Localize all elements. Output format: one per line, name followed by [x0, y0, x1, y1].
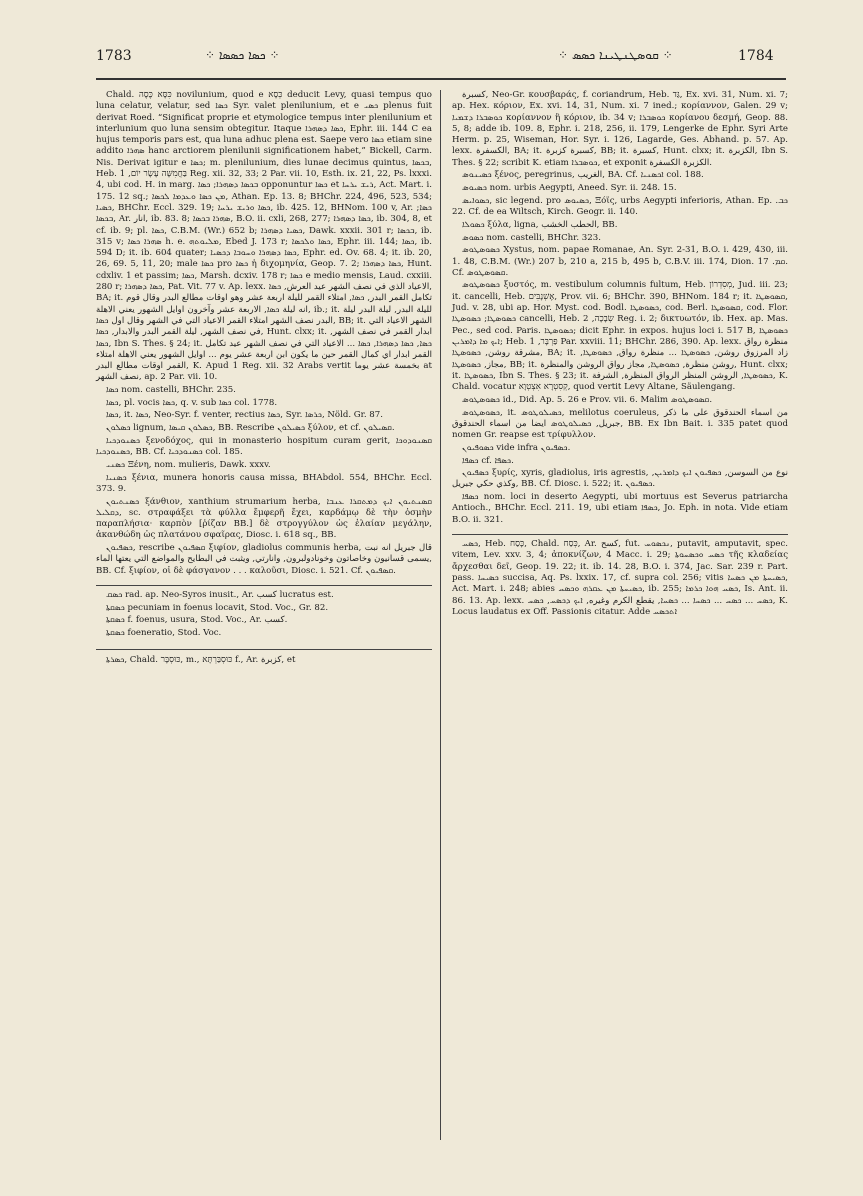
entry-castle-2: ܟܣܘܣ nom. castelli, BHChr. 323. — [462, 232, 601, 243]
entry-root-ksq: ܟܣܩ rad. ap. Neo-Syros inusit., Ar. كسب lucratus est. — [96, 585, 432, 601]
column-divider — [440, 90, 441, 1140]
entry-vide-infra: ܟܣܘܦܝܘܢ vide infra ܟܣܦܝܘܢ. — [462, 442, 571, 453]
entry-locus: ܟܣܦܐ nom. loci in deserto Aegypti, ubi mortuus est Severus patriarcha Antioch., BHChr. Eccl. 211. 19, ubi etiam ܟܣܦܐ, Jo. Eph. in nota. Vide etiam B.O. ii. 321. — [452, 492, 788, 525]
entry-ksh: ܟܣܚ, Heb. כָּסַח, Chald. כְּסַח, Ar. كسح, fut. ܢܟܣܘܚ, putavit, amputavit, spec. vitem, Lev. xxv. 3, 4; ἀποκνίζων, 4 Macc. i. 29; ܟܣܚ ܘܟܣܚܘܬܐ τῆς κλαδείας ἄρχεσθαι δεῖ, Geop. 19. 22; it. ib. 14. 28, B.O. i. 374, Jac. Sar. 239 r. Part. pass. ܟܣܝܚܐ succisa, Aq. Ps. lxxix. 17, cf. supra col. 256; vitis ܟܣܝܚܬܐ ܡܢ ܟܣܚܐ, Act. Mart. i. 248; abies ܟܣܝܚܬܐ ܡܢ ܥܩܪܗ ܘܟܣܚ, ib. 255; ܟܣܚ ܗܘܐ ܟܪܡܐ, Is. Ant. ii. 86. 13. Ap. lexx. ܟܣܚ ... ܟܣܚ ... ܟܣܚܐ ... ܟܣܚܐ, يقطع الكرم وغيره, ܐܝܟ ܕܟܣܚ, ܟܣܚ, K. Locus laudatus ex Off. Passionis citatur. Adde ܐܬܟܣܚ — [452, 534, 788, 618]
entry-melilotus: ܟܣܘܣܛܘܣ, it. ܟܣܝܠܘܛܘܣ, melilotus coeruleus, من اسماء الحندقوق على ما ذكر جبريل, ܟܣܝܠܘܛܘܣ ايضا من اسماء الحندقوق, BB. Ex Ibn Bait. i. 335 patet quod nomen Gr. reapse est τρίφυλλον. — [452, 407, 788, 441]
entry-idem: ܟܣܘܣܛܘܣ id., Did. Ap. 5. 26 e Prov. vii. 6. Malim ܩܣܘܣܛܘܣ. — [462, 394, 713, 405]
entry-xystus: ܟܣܘܣܛܘܣ Xystus, nom. papae Romanae, An. Syr. 2-31, B.O. i. 429, 430, iii. 1. 48, C.B.M. (Wr.) 207 b, 210 a, 215 b, 495 b, C.B.V. iii. 174, Dion. ܩܡ. 17. Cf. ܩܣܘܣܛܘܣ. — [452, 245, 788, 278]
entry-coriander-cont: كسبرة, Neo-Gr. κουσβαράς, f. coriandrum, Heb. גַּד, Ex. xvi. 31, Num. xi. 7; ap. Hex. κόριον, Ex. xvi. 14, 31, Num. xi. 7 ined.; κορίαννον, Galen. 29 v; ܟܘܣܒܪܐ ܕܫܡܝܐ κορίαννον ἢ κόριον, ib. 34 v; ܟܘܣܒܪܐ κορίανου δεσμή, Geop. 88. 5, 8; adde ib. 109. 8, Ephr. i. 218, 256, ii. 179, Lengerke de Ephr. Syri Arte Herm. p. 25, Wiseman, Hor. Syr. i. 126, Lagarde, Ges. Abhand. p. 57. Ap. lexx. الكسفرة, BA; it. كسبرة كزبرة, BB; it. كسبرة, Hunt. clxx; it. الكزبرة, Ibn S. Thes. § 22; scribit K. etiam ܟܘܣܒܪܐ, et exponit الكزبرة الكسفرة. — [452, 90, 788, 168]
entry-ksa: Chald. כִּסָּא כֶּסֶה novilunium, quod e כְּסָא deducit Levy, quasi tempus quo luna celatur, velatur, sed ܟܣܐ Syr. valet plenilunium, et e ܟܣܝ plenus fuit derivat Roed. “Significat proprie et etymologice tempus inter plenilunium et interlunium quo luna sensim obtegitur. Itaque ܟܣܐ ܕܣܗܪܐ, Ephr. iii. 144 C ea hujus temporis pars est, qua luna adhuc plena est. Saepe vero ܟܣܐ etiam sine addito ܣܗܪܐ hanc arctiorem plenilunii significationem habet,” Bickell, Carm. Nis. Derivat igitur e ܟܣܐ; m. plenilunium, dies lunae decimus quintus, ܒܟܣܐ, Heb. בַּחֲמִשָּׁה עָשָׂר יוֹם, 1 Reg. xii. 32, 33; 2 Par. vii. 10, Esth. ix. 21, 22, Ps. lxxxi. 4, ubi cod. H. in marg. ܒܟܣܐ ܕܣܗܪܐ; ܟܣܐ opponuntur ܟܣܐ et ܪܝܫ ܝܪܚܐ, Act. Mart. i. 175. 12 sq.; ܡܢ ܟܣܐ ܘܥܕܡܐ ܠܟܣܐ, Athan. Ep. 13. 8; BHChr. 224, 496, 523, 534; ܟܣܝܐ, BHChr. Eccl. 329. 19; ܟܣܐ ܘܪܝܫ ܝܪܚܐ, ib. 425. 12, BHNom. 100 v, Ar. ܟܣܐ; ܒܟܣܐ, Ar. انار, ib. 83. 8; ܣܗܪܐ ܒܟܣܐ, B.O. ii. cxli, 268, 277; ܟܣܐ ܕܣܗܪܐ, ib. 304, 8, et cf. ib. 9; pl. ܟܣܐ, C.B.M. (Wr.) 652 b; ܟܣܝܐ ܕܣܗܪܐ, Dawk. xxxii. 301 r; ܒܟܣܐ, ib. 315 v; ܣܗܪܐ ܟܣܐ h. e. ܡܠܝܘܬܗ, Ebed J. 173 r; ܟܣܐ ܘܠܟܣܐ, Ephr. iii. 144; ܟܣܐ, ib. 594 D; it. ib. 604 quater; ܟܣܐ ܕܣܗܪܐ ܘܚܘܒܐ ܕܟܣܝܐ, Ephr. ed. Ov. 68. 4; it. ib. 20, 26, 69. 5, 11, 20; male ܟܣܐ pro ܟܣܐ ἡ διχομηνία, Geop. 7. 2; ܟܣܐ ܕܣܗܪܐ, Hunt. cdxliv. 1 et passim; ܟܣܐ, Marsh. dcxiv. 178 r; ܟܣܐ e medio mensis, Laud. cxxiii. 280 r; ܟܣܐ ܕܣܗܪܐ, Pat. Vit. 77 v. Ap. lexx. الاعياد الذي في نصف الشهر عيد العرش, ܟܣܐ, BA; it. تكامل القمر البدر, ܟܣܐ, امتلاء القمر لليلة اربعة عشر وهو اوقات مطالع البدر وقال قوم انه ليلة ܟܣܐ, الاربعة عشر وآخرون اوايل الشهور يعني الاهلة, ib.; it. لليلة البدر, ليلة البدر ليلة البدر نصف الشهر امتلاء القمر الاعياد التي في الشهر وقال اول ܟܣܐ, BB; it. الشهر الاعياد التي في نصف الشهر, ليلة القمر البدر والابدار, ܟܣܐ, Hunt. clxx; it. ابدار القمر في نصف الشهر, ܟܣܐ, Ibn S. Thes. § 24; it. ܟܣܐ, ܟܣܐ ܕܣܗܪܐ, ܟܣܐ ... الاعياد التي في نصف الشهر عيد تكامل القمر ابدار اي كمال القمر حين ما يكون ابن اربعة عشر يوم ... اوايل الشهور يعني الاهلة امتلاء القمر اوقات مطالع البدر, K. Apud 1 Reg. xii. 32 Arabs vertit بخمسة عشر يوما at نصف الشهر, ap. 2 Par. vii. 10. — [96, 90, 433, 383]
entry-xene: ܟܣܢܝ Ξένη, nom. mulieris, Dawk. xxxv. — [106, 459, 271, 470]
entry-xenia: ܟܣܢܝܐ ξένια, munera honoris causa missa, BHAbdol. 554, BHChr. Eccl. 373. 9. — [96, 472, 432, 494]
entry-foenus: ܟܣܩܬܐ f. foenus, usura, Stod. Voc., Ar. كسب. — [106, 615, 288, 626]
right-column — [452, 90, 788, 620]
entry-urbs: ܟܣܝܘܣ nom. urbis Aegypti, Aneed. Syr. ii. 248. 15. — [462, 183, 677, 194]
entry-xystos: ܟܣܘܣܛܘܣ ξυστός, m. vestibulum columnis fultum, Heb. מְסִדְרוֹן, Jud. iii. 23; it. cancelli, Heb. אֶשְׁנָבִּים, Prov. vii. 6; BHChr. 390, BHNom. 184 r; it. ܩܣܘܣܛܐ, Jud. v. 28, ubi ap. Hor. Myst. cod. Bodl. ܟܣܘܣܛܐ, cod. Berl. ܩܣܘܣܛܐ, cod. Flor. ܟܣܘܣܛܐ; ܟܣܘܣܛܐ cancelli, Heb. שְׂבָכָה, 2 Reg. i. 2; δικτυωτόν, ib. Hex. ap. Mas. Pec., sed cod. Paris. ܟܣܘܣܛܐ; dicit Ephr. in expos. hujus loci i. 517 B, ܟܣܘܣܛܐ ܐܝܟ ܡܐ ܕܐܡܪܝܢ; Heb. פַּרְבָּר, 1 Par. xxviii. 11; BHChr. 286, 390. Ap. lexx. منظرة رواق مشرقة روشن, ܟܣܘܣܛܐ, BA; it. زاد المرزوق روشن, ܟܣܘܣܛܐ ... منظرة رواق, ܟܣܘܣܛܐ, مجاز, ܟܣܘܣܛܐ, BB; it. روشن منظرة, ܟܣܘܣܛܐ, مجاز رواق الروشن والمنظرة, Hunt. clxx; it. ܟܣܘܣܛܐ, Ibn S. Thes. § 23; it. ܟܣܘܣܛܐ, الروشن المنظر الرواق المنظرة, الشرفة, K. Chald. vocatur קְסִטְרָא אִצְטְוָא, quod vertit Levy Altane, Säulengang. — [452, 280, 789, 393]
entry-foeneratio: ܟܣܩܬܐ foeneratio, Stod. Voc. — [106, 628, 222, 639]
entry-coriander: ܟܣܪܬܐ, Chald. כּוּסְבָּר, m., כּוּסְבַּרְתָּא f., Ar. كزبرة, et — [96, 649, 432, 666]
left-column — [96, 90, 432, 668]
entry-xyris: ܟܣܦܝܘܢ ξυρίς, xyris, gladiolus, iris agrestis, نوع من السوسن, ܟܣܦܝܘܢ ܐܝܟ ܕܐܡܪܝܢ, وكذي حكي جبريل, BB. Cf. Diosc. i. 522; it. ܟܣܦܝܘܢ. — [452, 468, 788, 490]
entry-lignum: ܟܣܠܘܢ lignum, ܟܣܠܘܢ ܩܝܣܐ, BB. Rescribe ܟܣܝܠܘܢ ξύλον, et cf. ܩܣܝܠܘܢ. — [106, 423, 395, 434]
running-head-left: ⁘ ܟܣܐ ܟܣܣܐ ⁘ — [205, 48, 280, 62]
page-number-left: 1783 — [96, 48, 132, 64]
page-number-right: 1784 — [738, 48, 774, 64]
entry-xois: ܟܣܘܐܝܣ, sic legend. pro ܟܣܝܘܣ, Ξόϊς, urbs Aegypti inferioris, Athan. Ep. ܟܒ. 22. Cf. de ea Wiltsch, Kirch. Geogr. ii. 140. — [452, 195, 788, 218]
entry-pecunia: ܟܣܩܬܐ pecuniam in foenus locavit, Stod. Voc., Gr. 82. — [106, 602, 329, 613]
entry-xyla: ܟܣܘܠܐ ξύλα, ligna, الحطب الخشب, BB. — [462, 219, 618, 230]
entry-plural: ܟܣܐ, pl. vocis ܟܣܐ, q. v. sub ܟܣܐ col. 1778. — [106, 397, 278, 408]
running-head-right: ⁘ ܩܘܣܛܢܛܝܢܐ ܟܣܣ ⁘ — [558, 48, 673, 62]
entry-xenos: ܟܣܝܢܘܣ ξένος, peregrinus, الغريب, BA. Cf. ܐܟܣܢܝܐ col. 188. — [462, 170, 704, 181]
entry-castle: ܟܣܐ nom. castelli, BHChr. 235. — [106, 385, 236, 396]
entry-venter: ܟܣܐ, it. ܟܣܐ, Neo-Syr. f. venter, rectius ܟܣܐ, Syr. ܟܪܣܐ, Nöld. Gr. 87. — [106, 410, 383, 421]
entry-xiphion: ܟܣܦܝܘܢ, rescribe ܩܣܦܝܘܢ ξιφίον, gladiolus communis herba, قال جبريل انه نبت يسمى قسانيون وخاصاتون وخونادولبرون, وانارتي, ويثبت في البطايح والمواضع التي يعتها الماء, BB. Cf. ξιφίον, οἱ δὲ φάσγανον . . . καλοῦσι, Diosc. i. 521. Cf. ܩܣܦܝܘܢ. — [96, 543, 432, 576]
entry-cf: ܟܣܦܐ cf. ܟܣܦܐ. — [462, 455, 514, 466]
entry-xenodochos: ܟܣܢܘܕܟܝܐ ξενοδόχος, qui in monasterio hospitum curam gerit, ܩܣܢܘܕܘܟܐ ܟܣܢܘܕܟܝܐ, BB. Cf. ܟܣܢܘܕܟܝܐ col. 185. — [96, 435, 432, 458]
header-rule — [96, 78, 786, 80]
entry-xanthion: ܟܣܢܬܝܘܢ ξάνθιον, xanthium strumarium herba, ܩܣܢܬܝܘܢ ܐܝܟ ܕܡܬܩܪܐ ܥܢܒܐ ܕܩܠܝܠ, sc. στραφάξει τὰ φύλλα ἔμφερῆ ἔχει, καρδάμῳ δὲ τὴν ὀσμὴν παραπλήσια· καρπὸν [ῥίζαν BB.] δὲ στρογγύλον ὡς ἐλαίαν μεγάλην, ἀκανθώδη ὡς πλατάνου σφαῖρας, Diosc. i. 618 sq., BB. — [96, 496, 432, 541]
